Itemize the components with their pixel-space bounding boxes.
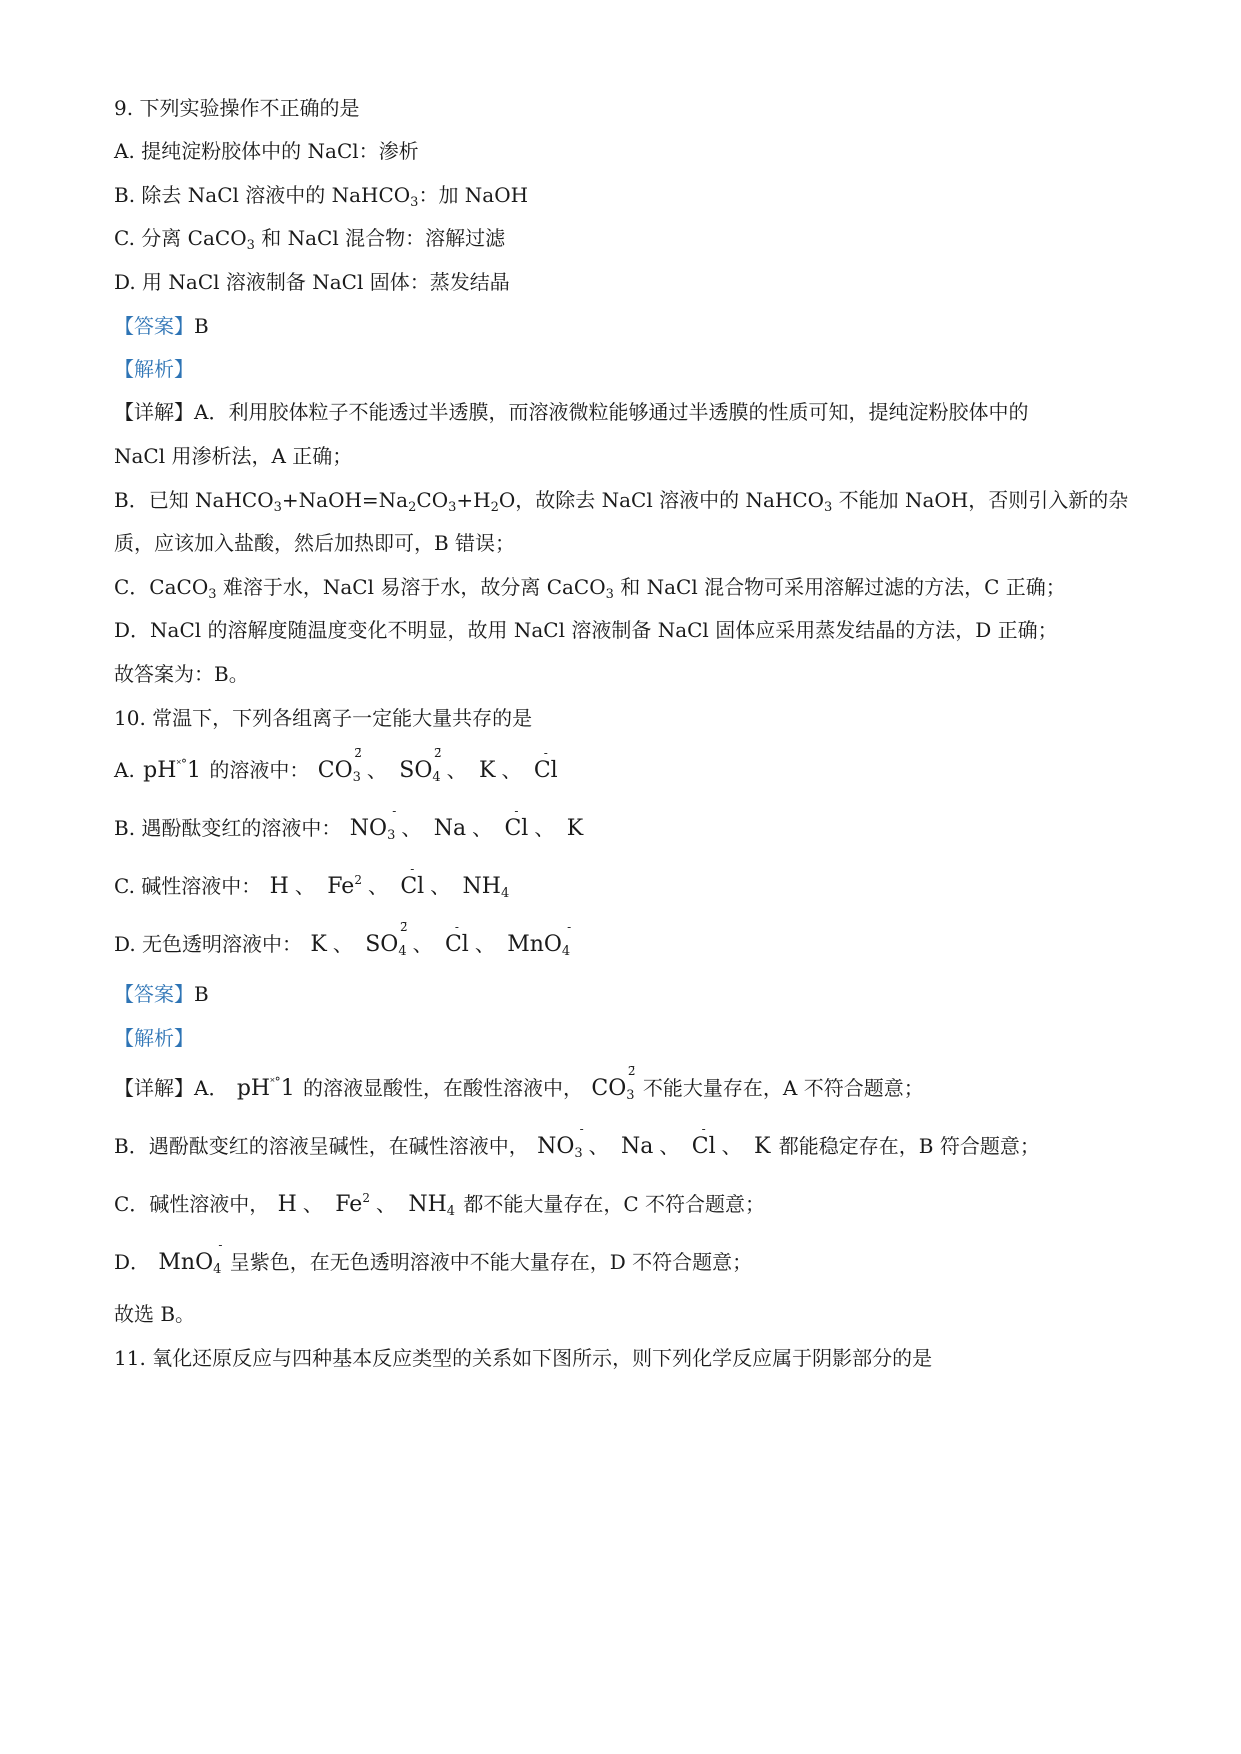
q9-detail-d: D．NaCl 的溶解度随温度变化不明显，故用 NaCl 溶液制备 NaCl 固体应采用蒸发结晶的方法，D 正确； xyxy=(114,618,1058,642)
q9-detail-line2: NaCl 用渗析法，A 正确； xyxy=(114,444,353,468)
ion-chloride: Cl - xyxy=(533,746,558,783)
q10-detail-c: C．碱性溶液中， H 、 Fe$^2$ 、 $NH_4$ 都不能大量存在，C 不符合题意； xyxy=(114,1191,766,1219)
ion-iron: Fe$^2$ xyxy=(327,873,362,899)
q9-stem: 9. 下列实验操作不正确的是 xyxy=(114,96,360,120)
ion-sodium: Na xyxy=(621,1134,654,1159)
q9-detail-c: C．CaCO$_3$ 难溶于水，NaCl 易溶于水，故分离 CaCO$_3$ 和 NaCl 混合物可采用溶解过滤的方法，C 正确； xyxy=(114,575,1066,602)
answer-tag: 【答案】 xyxy=(114,982,194,1006)
q10-option-c: C. 碱性溶液中： H 、 Fe$^2$ 、 Cl - 、 $NH_4$ xyxy=(114,862,510,901)
ion-potassium: K xyxy=(566,816,584,841)
ph-expression: pH˟°1 xyxy=(236,1075,295,1101)
ion-potassium: K xyxy=(310,932,327,957)
ion-carbonate: $CO_3$ 2̄ xyxy=(317,746,362,785)
q10-detail-d: D． MnO$_4$ - 呈紫色，在无色透明溶液中不能大量存在，D 不符合题意； xyxy=(114,1238,753,1277)
q10-analysis-tag: 【解析】 xyxy=(114,1026,194,1050)
ion-chloride: Cl - xyxy=(400,862,425,899)
q11-stem: 11. 氧化还原反应与四种基本反应类型的关系如下图所示，则下列化学反应属于阴影部分的是 xyxy=(114,1346,933,1370)
ion-ammonium: $NH_4$ xyxy=(462,874,510,901)
ion-potassium: K xyxy=(479,758,496,783)
q9-option-b: B. 除去 NaCl 溶液中的 NaHCO$_3$：加 NaOH xyxy=(114,183,529,210)
ion-hydrogen: H xyxy=(277,1192,297,1217)
q10-stem: 10. 常温下，下列各组离子一定能大量共存的是 xyxy=(114,706,533,730)
ion-sulfate: $SO_4$ 2̄ xyxy=(399,746,442,785)
q10-option-a: A. pH˟°1 的溶液中： $CO_3$ 2̄ 、 $SO_4$ 2̄ 、 K 、 Cl - xyxy=(114,746,558,785)
q9-answer: 【答案】B xyxy=(114,314,209,338)
ion-nitrate: $NO_3$ - xyxy=(349,804,397,843)
q10-detail-b: B．遇酚酞变红的溶液呈碱性，在碱性溶液中， $NO_3$ - 、 Na 、 Cl - 、 K 都能稳定存在，B 符合题意； xyxy=(114,1122,1040,1161)
ion-iron: Fe$^2$ xyxy=(335,1191,370,1217)
ion-permanganate: MnO$_4$ - xyxy=(158,1238,223,1277)
q9-conclusion: 故答案为：B。 xyxy=(114,662,249,686)
answer-tag: 【答案】 xyxy=(114,314,194,338)
q9-detail-b: B．已知 $NaHCO_3+NaOH=Na_2CO_3+H_2O$，故除去 NaCl 溶液中的 NaHCO$_3$ 不能加 NaOH，否则引入新的杂 xyxy=(114,488,1129,515)
ion-sulfate: $SO_4$ 2̄ xyxy=(365,920,408,959)
q10-option-b: B. 遇酚酞变红的溶液中： $NO_3$ - 、 Na 、 Cl - 、 K xyxy=(114,804,584,843)
ion-chloride: Cl - xyxy=(691,1122,716,1159)
ion-nitrate: $NO_3$ - xyxy=(537,1122,584,1161)
q10-conclusion: 故选 B。 xyxy=(114,1302,196,1326)
ion-chloride: Cl - xyxy=(444,920,469,957)
q9-option-d: D. 用 NaCl 溶液制备 NaCl 固体：蒸发结晶 xyxy=(114,270,510,294)
q9-detail-line1: 【详解】A．利用胶体粒子不能透过半透膜，而溶液微粒能够通过半透膜的性质可知，提纯淀粉胶体中的 xyxy=(114,400,1029,424)
ion-ammonium: $NH_4$ xyxy=(408,1192,456,1219)
q9-option-c: C. 分离 CaCO$_3$ 和 NaCl 混合物：溶解过滤 xyxy=(114,226,506,253)
ion-permanganate: MnO$_4$ - xyxy=(507,920,572,959)
q9-option-a: A. 提纯淀粉胶体中的 NaCl：渗析 xyxy=(114,139,419,163)
q10-detail-a: 【详解】A． pH˟°1 的溶液显酸性，在酸性溶液中， $CO_3$ 2̄ 不能大量存在，A 不符合题意； xyxy=(114,1064,924,1103)
q9-detail-b-line2: 质，应该加入盐酸，然后加热即可，B 错误； xyxy=(114,531,516,555)
ion-potassium: K xyxy=(753,1134,771,1159)
ph-expression: pH˟°1 xyxy=(143,757,202,783)
ion-chloride: Cl - xyxy=(504,804,529,841)
ion-carbonate: $CO_3$ 2̄ xyxy=(591,1064,636,1103)
ion-hydrogen: H xyxy=(269,874,289,899)
ion-sodium: Na xyxy=(433,816,467,841)
q9-analysis-tag: 【解析】 xyxy=(114,357,194,381)
q10-answer: 【答案】B xyxy=(114,982,209,1006)
q10-option-d: D. 无色透明溶液中： K 、 $SO_4$ 2̄ 、 Cl - 、 MnO$_4$ - xyxy=(114,920,572,959)
